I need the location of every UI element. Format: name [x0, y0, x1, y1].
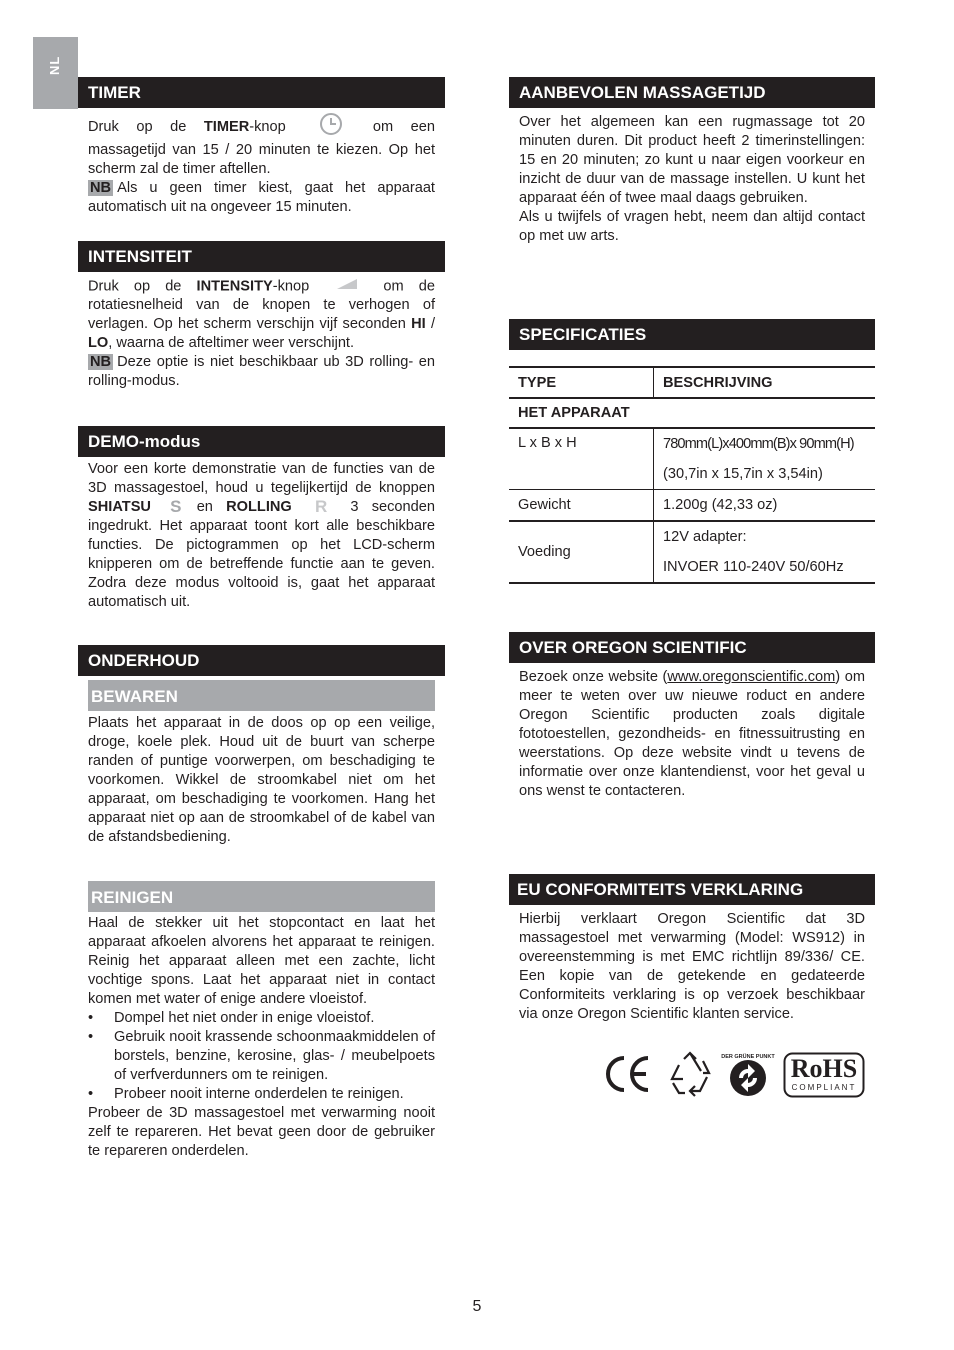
- language-label: NL: [47, 55, 62, 75]
- intensiteit-text-a: Druk op de: [88, 278, 197, 295]
- demo-text-a: Voor een korte demonstratie van de functies van de 3D massagestoel, houd u tegelijkertijd de knoppen: [88, 461, 435, 496]
- intensiteit-text: [88, 277, 435, 391]
- timer-heading: TIMER: [78, 77, 445, 108]
- massagetijd-text: [519, 113, 865, 246]
- rolling-icon: R: [314, 497, 328, 517]
- row-value-line: 12V adapter:: [663, 529, 747, 545]
- table-row: [509, 521, 875, 583]
- section-label: HET APPARAAT: [509, 398, 875, 428]
- oregon-heading: OVER OREGON SCIENTIFIC: [509, 632, 875, 663]
- onderhoud-heading: ONDERHOUD: [78, 645, 445, 676]
- shiatsu-label: SHIATSU: [88, 499, 151, 515]
- eu-heading: EU CONFORMITEITS VERKLARING: [509, 874, 875, 905]
- timer-text: [88, 113, 435, 217]
- lo-label: LO: [88, 335, 109, 352]
- compliant-text: COMPLIANT: [791, 1083, 857, 1092]
- specificaties-heading: SPECIFICATIES: [509, 319, 875, 350]
- row-label: Gewicht: [509, 490, 654, 522]
- col-desc-header: BESCHRIJVING: [654, 367, 876, 398]
- intensiteit-heading: INTENSITEIT: [78, 241, 445, 272]
- timer-knop-label: TIMER: [203, 118, 250, 135]
- row-value: [654, 428, 876, 490]
- row-label: L x B x H: [509, 428, 654, 490]
- table-row: [509, 490, 875, 522]
- demo-en: en: [183, 499, 227, 515]
- left-column: [78, 0, 445, 1350]
- row-value: 1.200g (42,33 oz): [654, 490, 876, 522]
- massagetijd-heading: AANBEVOLEN MASSAGETIJD: [509, 77, 875, 108]
- reinigen-text: [88, 914, 435, 1161]
- row-label: Voeding: [509, 521, 654, 583]
- oregon-text-b: ) om meer te weten over uw nieuwe roduct en andere Oregon Scientific producten zoals digitale fototoestellen, gezondheids- en fitnessuitrusting en weerstations. Op deze website vindt u tevens de informatie over onze klantendienst, voor het geval u ons wenst te contacteren.: [519, 669, 865, 799]
- list-item: • Dompel het niet onder in enige vloeistof.: [88, 1009, 435, 1028]
- reinigen-heading: REINIGEN: [88, 881, 435, 912]
- row-value-line: 780mm(L)x400mm(B)x 90mm(H): [663, 436, 854, 452]
- right-column: [509, 0, 875, 1350]
- recycle-icon: [667, 1051, 713, 1102]
- rohs-icon: [783, 1052, 865, 1098]
- reinigen-paragraph: Haal de stekker uit het stopcontact en laat het apparaat afkoelen alvorens het apparaat te reinigen. Reinig het apparaat alleen met een zachte, licht vochtige spons. Laat het apparaat niet in contact komen met water of enige andere vloeistof.: [88, 915, 435, 1007]
- demo-text: [88, 460, 435, 612]
- nb-badge: NB: [90, 180, 112, 196]
- col-type-header: TYPE: [509, 367, 654, 398]
- intensiteit-text-d: , waarna de afteltimer weer verschijnt.: [108, 335, 355, 352]
- rohs-text: RoHS: [790, 1054, 858, 1083]
- certification-logos: [603, 1051, 865, 1099]
- hi-label: HI: [411, 316, 426, 333]
- timer-note: Als u geen timer kiest, gaat het apparaat automatisch uit na ongeveer 15 minuten.: [88, 180, 435, 215]
- intensiteit-text-b: -knop: [272, 278, 310, 295]
- slash: /: [425, 316, 436, 333]
- bewaren-text: [88, 714, 435, 847]
- ce-mark-icon: [603, 1053, 651, 1100]
- nb-badge: NB: [90, 354, 112, 371]
- oregon-text-a: Bezoek onze website (: [519, 669, 668, 685]
- language-tab: [33, 37, 78, 109]
- shiatsu-icon: S: [170, 497, 182, 517]
- clock-icon: [319, 113, 343, 141]
- timer-text-c: om een massagetijd van 15 / 20 minuten te kiezen. Op het scherm zal de timer aftellen.: [88, 118, 435, 177]
- reinigen-bullets: [88, 1009, 435, 1104]
- bewaren-paragraph: Plaats het apparaat in de doos op op een veilige, droge, koele plek. Houd uit de buurt van scherpe randen of puntige voorwerpen, om beschadiging te voorkomen. Wikkel de stroomkabel niet om het apparaat, om beschadiging te voorkomen. Hang het apparaat niet op aan de stroomkabel of de kabel van de afstandsbediening.: [88, 715, 435, 845]
- spec-table: [509, 366, 875, 584]
- page-number: 5: [472, 1298, 482, 1315]
- table-row: [509, 428, 875, 490]
- eu-paragraph: Hierbij verklaart Oregon Scientific dat 3D massagestoel met verwarming (Model: WS912) in overeenstemming is met EMC richtlijn 89/336/ CE. Een kopie van de getekende en gedateerde Conformiteits verklaring is op verzoek beschikbaar via onze Oregon Scientific klanten service.: [519, 911, 865, 1022]
- intensity-icon: [336, 277, 358, 296]
- list-item: • Probeer nooit interne onderdelen te reinigen.: [88, 1085, 435, 1104]
- table-section-row: [509, 398, 875, 428]
- oregon-text: [519, 668, 865, 801]
- row-value-line: (30,7in x 15,7in x 3,54in): [663, 466, 823, 482]
- intensiteit-text-c: om de rotatiesnelheid van de knopen te verhogen of verlagen. Op het scherm verschijn vijf seconden: [88, 278, 435, 333]
- massagetijd-paragraph-2: Als u twijfels of vragen hebt, neem dan altijd contact op met uw arts.: [519, 209, 865, 244]
- gruene-punkt-text: DER GRÜNE PUNKT: [721, 1054, 775, 1060]
- list-item: • Gebruik nooit krassende schoonmaakmiddelen of borstels, benzine, kerosine, glas- / meubelpoets of verfverdunners om te reinigen.: [88, 1028, 435, 1085]
- table-header-row: [509, 367, 875, 398]
- website-link[interactable]: www.oregonscientific.com: [667, 669, 836, 685]
- intensity-knop-label: INTENSITY: [196, 278, 273, 295]
- rolling-label: ROLLING: [226, 499, 292, 515]
- reinigen-closing: Probeer de 3D massagestoel met verwarming nooit zelf te repareren. Het bevat geen door de gebruiker te repareren onderdelen.: [88, 1105, 435, 1159]
- bewaren-heading: BEWAREN: [88, 680, 435, 711]
- eu-text: [519, 910, 865, 1024]
- timer-text-a: Druk op de: [88, 118, 204, 135]
- row-value-line: INVOER 110-240V 50/60Hz: [663, 559, 844, 575]
- demo-heading: DEMO-modus: [78, 426, 445, 457]
- massagetijd-paragraph-1: Over het algemeen kan een rugmassage tot 20 minuten duren. Dit product heeft 2 timerinstellingen: 15 en 20 minuten; zo kunt u naar eigen voorkeur en inzicht de duur van de massage instellen. U kunt het apparaat één of twee maal daags gebruiken.: [519, 114, 865, 206]
- timer-text-b: -knop: [249, 118, 286, 135]
- green-dot-icon: [721, 1052, 775, 1103]
- intensiteit-note: Deze optie is niet beschikbaar ub 3D rolling- en rolling-modus.: [88, 354, 435, 390]
- row-value: [654, 521, 876, 583]
- demo-text-b: 3 seconden ingedrukt. Het apparaat toont kort alle beschikbare functies. De pictogrammen op het LCD-scherm knipperen om de betreffende functie aan te geven. Zodra deze modus voltooid is, gaat het apparaat automatisch uit.: [88, 499, 436, 610]
